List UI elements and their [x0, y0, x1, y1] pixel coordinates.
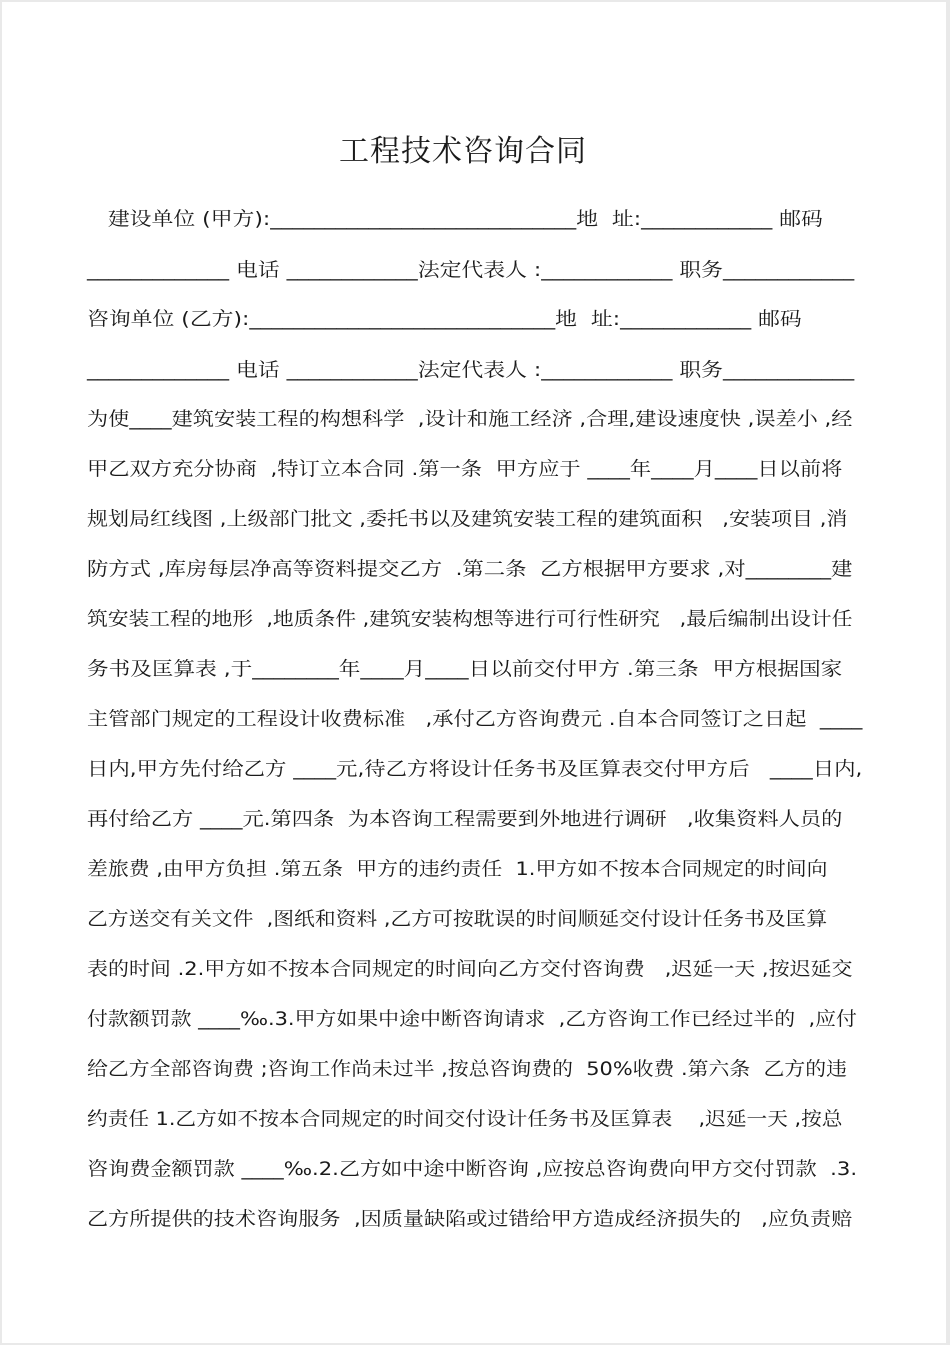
body-line: 乙方送交有关文件 ,图纸和资料 ,乙方可按耽误的时间顺延交付设计任务书及匡算 [87, 908, 828, 930]
body-line: 务书及匡算表 ,于________年____月____日以前交付甲方 .第三条 甲方根据国家 [87, 658, 843, 680]
body-line: _____________ 电话 ____________法定代表人 :____________ 职务____________ [87, 259, 855, 281]
body-line: 咨询费金额罚款 ____‰.2.乙方如中途中断咨询 ,应按总咨询费向甲方交付罚款 .3. [87, 1158, 858, 1180]
body-line: 付款额罚款 ____‰.3.甲方如果中途中断咨询请求 ,乙方咨询工作已经过半的 ,应付 [87, 1008, 857, 1030]
body-line: 筑安装工程的地形 ,地质条件 ,建筑安装构想等进行可行性研究 ,最后编制出设计任 [87, 608, 853, 630]
body-line: 表的时间 .2.甲方如不按本合同规定的时间向乙方交付咨询费 ,迟延一天 ,按迟延交 [87, 958, 853, 980]
body-line: 日内,甲方先付给乙方 ____元,待乙方将设计任务书及匡算表交付甲方后 ____日内, [87, 758, 863, 780]
body-line: 再付给乙方 ____元.第四条 为本咨询工程需要到外地进行调研 ,收集资料人员的 [87, 808, 843, 830]
body-line: 差旅费 ,由甲方负担 .第五条 甲方的违约责任 1.甲方如不按本合同规定的时间向 [87, 858, 828, 880]
body-line: 甲乙双方充分协商 ,特订立本合同 .第一条 甲方应于 ____年____月____日以前将 [87, 458, 843, 480]
body-line: 主管部门规定的工程设计收费标准 ,承付乙方咨询费元 .自本合同签订之日起 ____ [87, 708, 863, 730]
body-line: 规划局红线图 ,上级部门批文 ,委托书以及建筑安装工程的建筑面积 ,安装项目 ,消 [87, 508, 848, 530]
body-line: 为使____建筑安装工程的构想科学 ,设计和施工经济 ,合理,建设速度快 ,误差小 ,经 [87, 408, 853, 430]
body-line: _____________ 电话 ____________法定代表人 :____________ 职务____________ [87, 359, 855, 381]
body-line: 约责任 1.乙方如不按本合同规定的时间交付设计任务书及匡算表 ,迟延一天 ,按总 [87, 1108, 843, 1130]
document-page [2, 2, 946, 1343]
body-line: 咨询单位 (乙方):____________________________地 址:____________ 邮码 [87, 308, 802, 330]
body-line: 乙方所提供的技术咨询服务 ,因质量缺陷或过错给甲方造成经济损失的 ,应负责赔 [87, 1208, 853, 1230]
body-line: 给乙方全部咨询费 ;咨询工作尚未过半 ,按总咨询费的 50%收费 .第六条 乙方的违 [87, 1058, 847, 1080]
document-title: 工程技术咨询合同 [339, 134, 587, 169]
body-line: 建设单位 (甲方):____________________________地 址:____________ 邮码 [87, 208, 823, 230]
body-line: 防方式 ,库房每层净高等资料提交乙方 .第二条 乙方根据甲方要求 ,对________建 [87, 558, 853, 580]
